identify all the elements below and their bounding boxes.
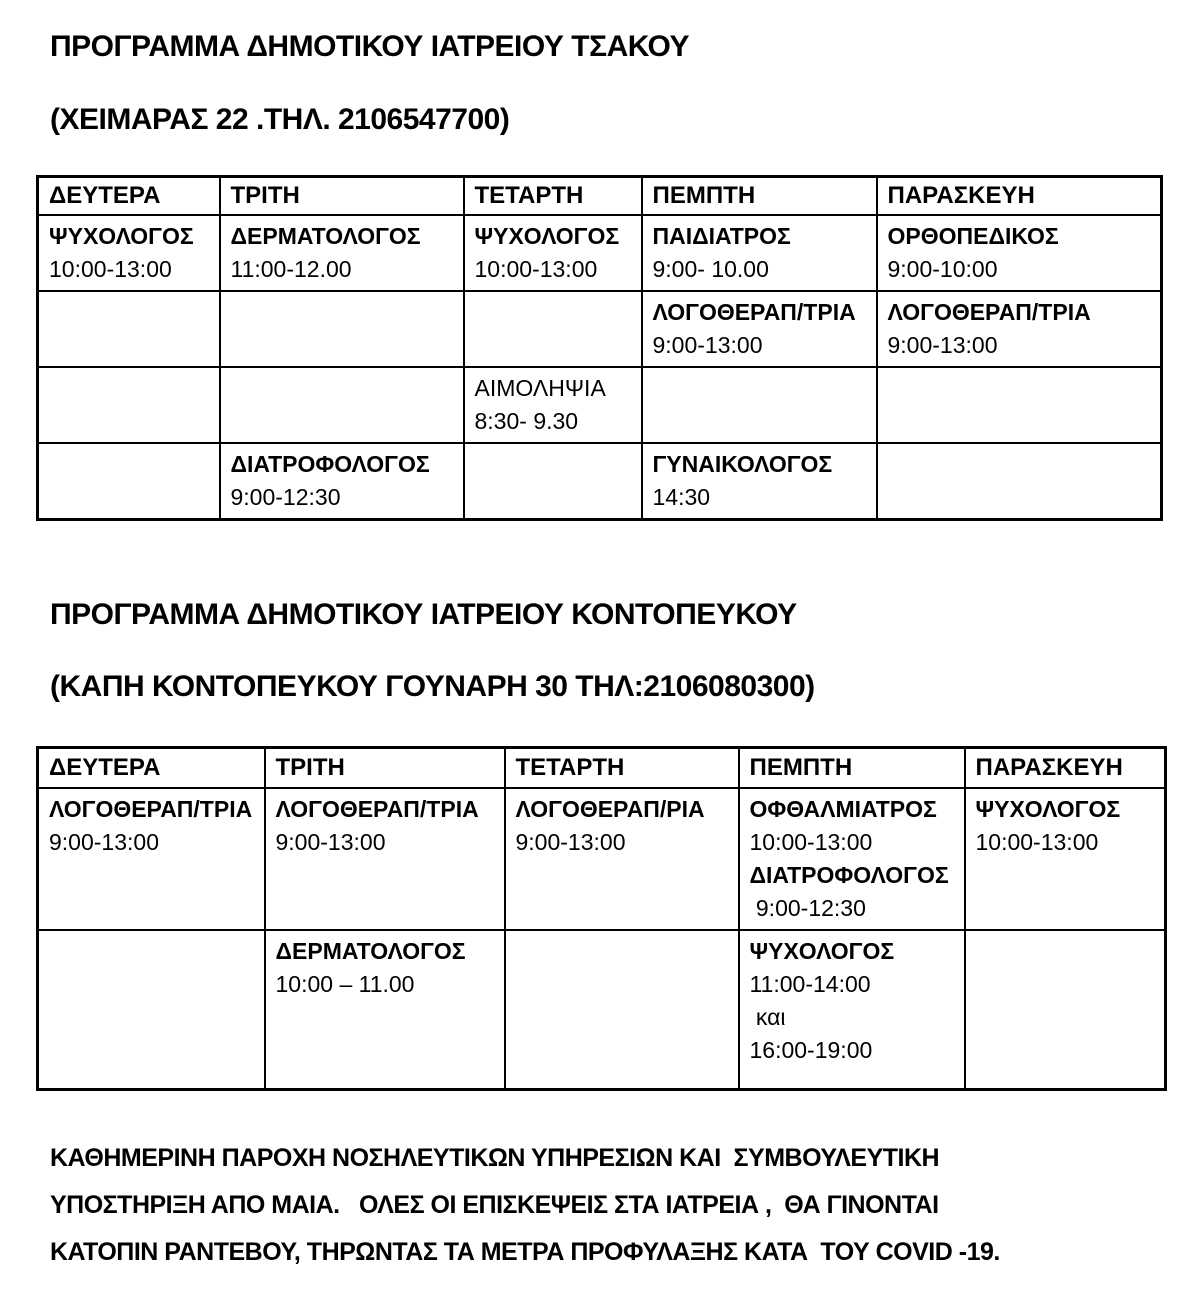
schedule-cell [877, 291, 1162, 367]
day-header-cell: ΠΕΜΠΤΗ [739, 748, 965, 788]
cell-text: 11:00-12.00 [230, 255, 352, 282]
footer-line-1: ΚΑΘΗΜΕΡΙΝΗ ΠΑΡΟΧΗ ΝΟΣΗΛΕΥΤΙΚΩΝ ΥΠΗΡΕΣΙΩΝ ΚΑΙ ΣΥΜΒΟΥΛΕΥΤΙΚΗ [50, 1144, 940, 1172]
schedule-cell [38, 367, 220, 443]
day-header-cell: ΠΑΡΑΣΚΕΥΗ [965, 748, 1166, 788]
day-header-cell: ΤΡΙΤΗ [220, 177, 464, 215]
cell-text: 9:00-13:00 [887, 331, 998, 358]
schedule-cell [464, 215, 642, 291]
day-header-cell: ΤΕΤΑΡΤΗ [505, 748, 739, 788]
schedule-cell [38, 291, 220, 367]
cell-text: ΑΙΜΟΛΗΨΙΑ [474, 374, 606, 401]
schedule-cell [642, 215, 877, 291]
specialty-name: ΨΥΧΟΛΟΓΟΣ [474, 222, 620, 249]
specialty-name: ΔΕΡΜΑΤΟΛΟΓΟΣ [275, 937, 466, 964]
schedule-cell [739, 788, 965, 930]
schedule-cell [877, 443, 1162, 520]
cell-text: 10:00-13:00 [474, 255, 598, 282]
specialty-name: ΨΥΧΟΛΟΓΟΣ [49, 222, 194, 249]
footer-line-3: ΚΑΤΟΠΙΝ ΡΑΝΤΕΒΟΥ, ΤΗΡΩΝΤΑΣ ΤΑ ΜΕΤΡΑ ΠΡΟΦΥΛΑΞΗΣ ΚΑΤΑ ΤΟΥ COVID -19. [50, 1238, 1000, 1266]
specialty-name: ΛΟΓΟΘΕΡΑΠ/ΤΡΙΑ [652, 298, 856, 325]
schedule-cell [965, 788, 1166, 930]
schedule-cell [38, 215, 220, 291]
cell-text: 9:00-13:00 [49, 828, 159, 855]
specialty-name: ΔΙΑΤΡΟΦΟΛΟΓΟΣ [230, 450, 430, 477]
specialty-name: ΨΥΧΟΛΟΓΟΣ [975, 795, 1121, 822]
cell-text: 10:00-13:00 [49, 255, 172, 282]
schedule-cell [642, 367, 877, 443]
cell-text: 16:00-19:00 [749, 1036, 873, 1063]
day-header-cell: ΔΕΥΤΕΡΑ [38, 748, 265, 788]
cell-text: 9:00-13:00 [652, 331, 763, 358]
day-header-row [38, 748, 1166, 788]
schedule-cell [505, 930, 739, 1090]
cell-text: 9:00-13:00 [275, 828, 386, 855]
cell-text: 9:00-12:30 [230, 483, 341, 510]
schedule-cell [38, 788, 265, 930]
specialty-name: ΔΙΑΤΡΟΦΟΛΟΓΟΣ [749, 861, 949, 888]
schedule-cell [642, 291, 877, 367]
day-header-cell: ΤΕΤΑΡΤΗ [464, 177, 642, 215]
schedule-cell [642, 443, 877, 520]
schedule-row [38, 291, 1162, 367]
day-header-row [38, 177, 1162, 215]
day-header-cell: ΠΕΜΠΤΗ [642, 177, 877, 215]
specialty-name: ΛΟΓΟΘΕΡΑΠ/ΤΡΙΑ [275, 795, 479, 822]
specialty-name: ΟΡΘΟΠΕΔΙΚΟΣ [887, 222, 1059, 249]
schedule-table-kontopefkou [36, 746, 1167, 1091]
day-header-cell: ΔΕΥΤΕΡΑ [38, 177, 220, 215]
cell-text: 11:00-14:00 [749, 970, 871, 997]
specialty-name: ΠΑΙΔΙΑΤΡΟΣ [652, 222, 791, 249]
clinic-2-subtitle: (ΚΑΠΗ ΚΟΝΤΟΠΕΥΚΟΥ ΓΟΥΝΑΡΗ 30 ΤΗΛ:2106080300) [50, 670, 815, 703]
schedule-table-tsakou [36, 175, 1163, 521]
schedule-cell [965, 930, 1166, 1090]
specialty-name: ΨΥΧΟΛΟΓΟΣ [749, 937, 895, 964]
clinic-1-subtitle: (ΧΕΙΜΑΡΑΣ 22 .ΤΗΛ. 2106547700) [50, 103, 510, 136]
schedule-row [38, 443, 1162, 520]
specialty-name: ΓΥΝΑΙΚΟΛΟΓΟΣ [652, 450, 833, 477]
schedule-row [38, 788, 1166, 930]
schedule-cell [38, 930, 265, 1090]
schedule-cell [220, 215, 464, 291]
cell-text: 10:00 – 11.00 [275, 970, 415, 997]
clinic-1-title: ΠΡΟΓΡΑΜΜΑ ΔΗΜΟΤΙΚΟΥ ΙΑΤΡΕΙΟΥ ΤΣΑΚΟΥ [50, 30, 690, 63]
schedule-cell [220, 291, 464, 367]
specialty-name: ΛΟΓΟΘΕΡΑΠ/ΤΡΙΑ [49, 795, 253, 822]
day-header-cell: ΠΑΡΑΣΚΕΥΗ [877, 177, 1162, 215]
schedule-row [38, 367, 1162, 443]
schedule-cell [464, 443, 642, 520]
cell-text: 8:30- 9.30 [474, 407, 579, 434]
schedule-cell [505, 788, 739, 930]
footer-line-2: ΥΠΟΣΤΗΡΙΞΗ ΑΠΟ ΜΑΙΑ. ΟΛΕΣ ΟΙ ΕΠΙΣΚΕΨΕΙΣ ΣΤΑ ΙΑΤΡΕΙΑ , ΘΑ ΓΙΝΟΝΤΑΙ [50, 1191, 939, 1219]
schedule-cell [38, 443, 220, 520]
cell-text: 10:00-13:00 [749, 828, 873, 855]
cell-text: 9:00-10:00 [887, 255, 998, 282]
schedule-cell [877, 367, 1162, 443]
specialty-name: ΟΦΘΑΛΜΙΑΤΡΟΣ [749, 795, 937, 822]
cell-text: 10:00-13:00 [975, 828, 1099, 855]
cell-text: 14:30 [652, 483, 711, 510]
schedule-cell [265, 788, 505, 930]
specialty-name: ΔΕΡΜΑΤΟΛΟΓΟΣ [230, 222, 421, 249]
schedule-cell [265, 930, 505, 1090]
cell-text: 9:00-13:00 [515, 828, 626, 855]
cell-text: και [749, 1003, 786, 1030]
specialty-name: ΛΟΓΟΘΕΡΑΠ/ΡΙΑ [515, 795, 705, 822]
schedule-cell [220, 367, 464, 443]
schedule-cell [877, 215, 1162, 291]
schedule-row [38, 215, 1162, 291]
schedule-cell [464, 367, 642, 443]
footer-note [50, 1135, 1160, 1276]
schedule-cell [220, 443, 464, 520]
specialty-name: ΛΟΓΟΘΕΡΑΠ/ΤΡΙΑ [887, 298, 1091, 325]
schedule-cell [739, 930, 965, 1090]
day-header-cell: ΤΡΙΤΗ [265, 748, 505, 788]
cell-text: 9:00-12:30 [749, 894, 866, 921]
schedule-row [38, 930, 1166, 1090]
clinic-2-title: ΠΡΟΓΡΑΜΜΑ ΔΗΜΟΤΙΚΟΥ ΙΑΤΡΕΙΟΥ ΚΟΝΤΟΠΕΥΚΟΥ [50, 598, 797, 631]
cell-text: 9:00- 10.00 [652, 255, 769, 282]
schedule-cell [464, 291, 642, 367]
